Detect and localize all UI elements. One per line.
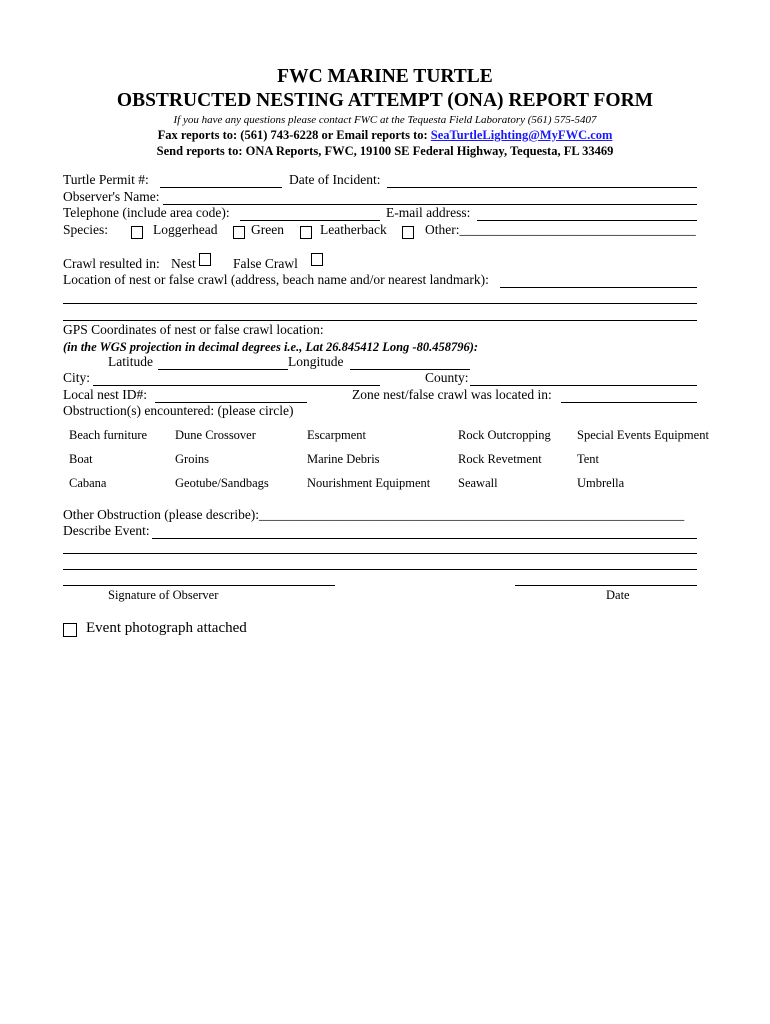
describe-event-field-inline[interactable] [152,538,697,539]
location-label: Location of nest or false crawl (address, beach name and/or nearest landmark): [63,272,489,287]
obstruction-option[interactable]: Beach furniture [69,428,148,442]
obstruction-option[interactable]: Seawall [458,476,498,490]
turtle-permit-label: Turtle Permit #: [63,172,149,187]
obstructions-label: Obstruction(s) encountered: (please circle) [63,403,294,418]
zone-field[interactable] [561,402,697,403]
fax-line [0,128,770,143]
city-label: City: [63,370,91,385]
photo-attached-label: Event photograph attached [86,620,247,636]
location-field-line3[interactable] [63,320,697,321]
obstruction-option[interactable]: Nourishment Equipment [307,476,431,490]
date-of-incident-label: Date of Incident: [289,172,381,187]
fax-prefix: Fax reports to: (561) 743-6228 or Email reports to: [157,128,431,142]
obstruction-option[interactable]: Umbrella [577,476,625,490]
longitude-label: Longitude [288,354,344,369]
other-obstruction-label[interactable]: Other Obstruction (please describe):_______________________________________________________________ [63,507,685,522]
obstruction-option[interactable]: Escarpment [307,428,367,442]
describe-event-field-line2[interactable] [63,553,697,554]
obstruction-option[interactable]: Cabana [69,476,107,490]
email-address-label: E-mail address: [386,205,471,220]
obstruction-option[interactable]: Tent [577,452,600,466]
leatherback-label: Leatherback [320,222,387,237]
obstruction-option[interactable]: Special Events Equipment [577,428,709,442]
nest-label: Nest [171,256,196,271]
contact-note: If you have any questions please contact FWC at the Tequesta Field Laboratory (561) 575-5407 [173,114,597,126]
observer-name-label: Observer's Name: [63,189,160,204]
obstruction-option[interactable]: Marine Debris [307,452,380,466]
other-species-checkbox[interactable] [402,226,414,239]
location-field-inline[interactable] [500,287,697,288]
signature-field[interactable] [63,585,335,586]
photo-attached-checkbox[interactable] [63,623,77,637]
telephone-field[interactable] [240,220,380,221]
crawl-resulted-label: Crawl resulted in: [63,256,160,271]
form-title-line1: FWC MARINE TURTLE [277,66,493,87]
local-nest-id-label: Local nest ID#: [63,387,147,402]
nest-checkbox[interactable] [199,253,211,266]
county-label: County: [425,370,469,385]
location-field-line2[interactable] [63,303,697,304]
loggerhead-label: Loggerhead [153,222,218,237]
signature-label: Signature of Observer [108,588,219,602]
date-of-incident-field[interactable] [387,187,697,188]
false-crawl-label: False Crawl [233,256,298,271]
green-label: Green [251,222,284,237]
false-crawl-checkbox[interactable] [311,253,323,266]
county-field[interactable] [470,385,697,386]
date-label: Date [606,588,630,602]
gps-note: (in the WGS projection in decimal degrees i.e., Lat 26.845412 Long -80.458796): [63,340,479,354]
city-field[interactable] [93,385,380,386]
obstruction-option[interactable]: Rock Outcropping [458,428,551,442]
leatherback-checkbox[interactable] [300,226,312,239]
form-title-line2: OBSTRUCTED NESTING ATTEMPT (ONA) REPORT FORM [116,90,654,111]
describe-event-label: Describe Event: [63,523,150,538]
species-label: Species: [63,222,108,237]
send-line: Send reports to: ONA Reports, FWC, 19100 SE Federal Highway, Tequesta, FL 33469 [156,144,614,158]
telephone-label: Telephone (include area code): [63,205,230,220]
gps-label: GPS Coordinates of nest or false crawl location: [63,322,324,337]
obstruction-option[interactable]: Boat [69,452,93,466]
signature-date-field[interactable] [515,585,697,586]
zone-label: Zone nest/false crawl was located in: [352,387,552,402]
describe-event-field-line3[interactable] [63,569,697,570]
loggerhead-checkbox[interactable] [131,226,143,239]
latitude-label: Latitude [108,354,153,369]
other-species-label[interactable]: Other:___________________________________ [425,222,696,237]
obstruction-option[interactable]: Geotube/Sandbags [175,476,269,490]
email-address-field[interactable] [477,220,697,221]
obstruction-option[interactable]: Groins [175,452,210,466]
obstruction-option[interactable]: Rock Revetment [458,452,542,466]
latitude-field[interactable] [158,369,288,370]
green-checkbox[interactable] [233,226,245,239]
turtle-permit-field[interactable] [160,187,282,188]
email-link[interactable]: SeaTurtleLighting@MyFWC.com [430,128,613,142]
obstruction-option[interactable]: Dune Crossover [175,428,256,442]
